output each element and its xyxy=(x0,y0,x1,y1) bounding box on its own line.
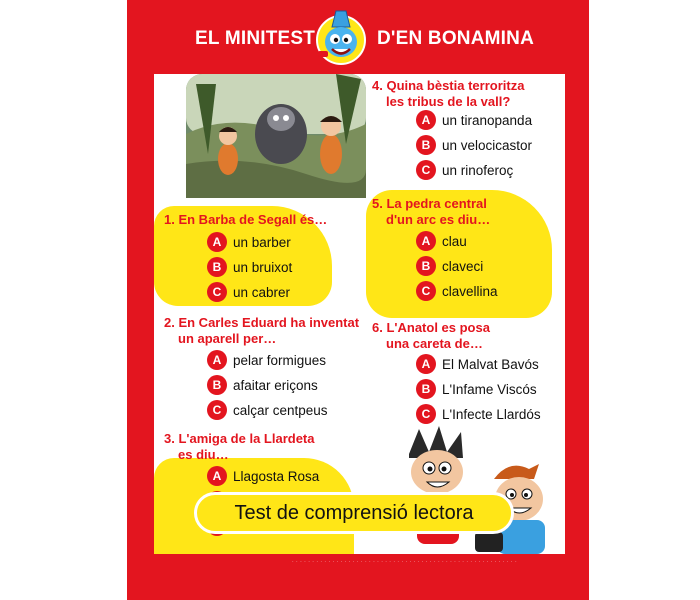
option-text: un rinoferoç xyxy=(442,162,514,178)
question-title: una careta de… xyxy=(386,336,483,351)
option-text: Llagosta Rosa xyxy=(233,468,320,484)
answer-option[interactable] xyxy=(416,160,513,180)
option-letter-badge: C xyxy=(416,160,436,180)
question-title: 4. Quina bèstia terroritza xyxy=(372,78,525,93)
question-title: les tribus de la vall? xyxy=(386,94,511,109)
answer-option[interactable] xyxy=(207,232,291,252)
question-title: un aparell per… xyxy=(178,331,277,346)
option-letter-badge: C xyxy=(207,282,227,302)
option-letter-badge: B xyxy=(207,257,227,277)
option-letter-badge: A xyxy=(207,350,227,370)
option-letter-badge: A xyxy=(207,466,227,486)
option-letter-badge: B xyxy=(416,379,436,399)
cavemen-illustration xyxy=(186,74,366,198)
question-title: d'un arc es diu… xyxy=(386,212,491,227)
title-left: EL MINITEST xyxy=(195,28,316,49)
option-letter-badge: A xyxy=(416,110,436,130)
option-text: calçar centpeus xyxy=(233,402,328,418)
question-title: 2. En Carles Eduard ha inventat xyxy=(164,315,360,330)
answer-option[interactable] xyxy=(416,110,532,130)
question-3 xyxy=(164,431,314,463)
option-text: clau xyxy=(442,233,467,249)
option-letter-badge: B xyxy=(416,256,436,276)
option-text: pelar formigues xyxy=(233,352,327,368)
answer-option[interactable] xyxy=(416,404,541,424)
question-title: 5. La pedra central xyxy=(372,196,487,211)
option-letter-badge: B xyxy=(207,375,227,395)
question-4 xyxy=(372,78,524,110)
question-6 xyxy=(372,320,490,352)
option-letter-badge: C xyxy=(416,404,436,424)
option-text: un barber xyxy=(233,234,291,250)
answer-option[interactable] xyxy=(416,281,498,301)
option-text: un velocicastor xyxy=(442,137,533,153)
option-text: un tiranopanda xyxy=(442,112,533,128)
option-text: L'Infecte Llardós xyxy=(442,406,541,422)
answer-option[interactable] xyxy=(416,379,537,399)
banner-text: Test de comprensió lectora xyxy=(234,501,474,524)
answer-option[interactable] xyxy=(207,466,319,486)
option-letter-badge: C xyxy=(207,400,227,420)
question-title: 6. L'Anatol es posa xyxy=(372,320,490,335)
option-text: claveci xyxy=(442,258,484,274)
option-text: clavellina xyxy=(442,283,498,299)
option-text: L'Infame Viscós xyxy=(442,381,537,397)
question-title: es diu… xyxy=(178,447,229,462)
question-5 xyxy=(372,196,490,228)
answer-option[interactable] xyxy=(416,256,483,276)
option-text: un cabrer xyxy=(233,284,291,300)
option-letter-badge: B xyxy=(416,135,436,155)
question-1 xyxy=(164,212,327,228)
question-title: 1. En Barba de Segall és… xyxy=(164,212,328,227)
answer-option[interactable] xyxy=(207,282,290,302)
answer-option[interactable] xyxy=(416,135,532,155)
cartoon-kids-illustration xyxy=(389,424,569,554)
comprehension-test-banner xyxy=(194,492,514,534)
option-letter-badge: A xyxy=(207,232,227,252)
option-text: afaitar eriçons xyxy=(233,377,318,393)
answer-option[interactable] xyxy=(207,257,292,277)
answer-option[interactable] xyxy=(416,354,539,374)
question-2 xyxy=(164,315,359,347)
option-text: un bruixot xyxy=(233,259,293,275)
answer-option[interactable] xyxy=(207,400,328,420)
option-text: El Malvat Bavós xyxy=(442,356,539,372)
title-right: D'EN BONAMINA xyxy=(377,28,535,49)
option-letter-badge: A xyxy=(416,354,436,374)
quiz-panel xyxy=(154,74,565,554)
option-letter-badge: C xyxy=(416,281,436,301)
question-title: 3. L'amiga de la Llardeta xyxy=(164,431,315,446)
footer-small-print: · · · · · · · · · · · · · · · · · · · · · · · · · · · · · · · · · · · · · · · · · · · · · · · · · · · · · · · · xyxy=(292,559,518,565)
pencil-mascot-icon xyxy=(312,9,370,67)
header xyxy=(127,0,589,76)
answer-option[interactable] xyxy=(416,231,467,251)
answer-option[interactable] xyxy=(207,375,318,395)
option-letter-badge: A xyxy=(416,231,436,251)
answer-option[interactable] xyxy=(207,350,326,370)
